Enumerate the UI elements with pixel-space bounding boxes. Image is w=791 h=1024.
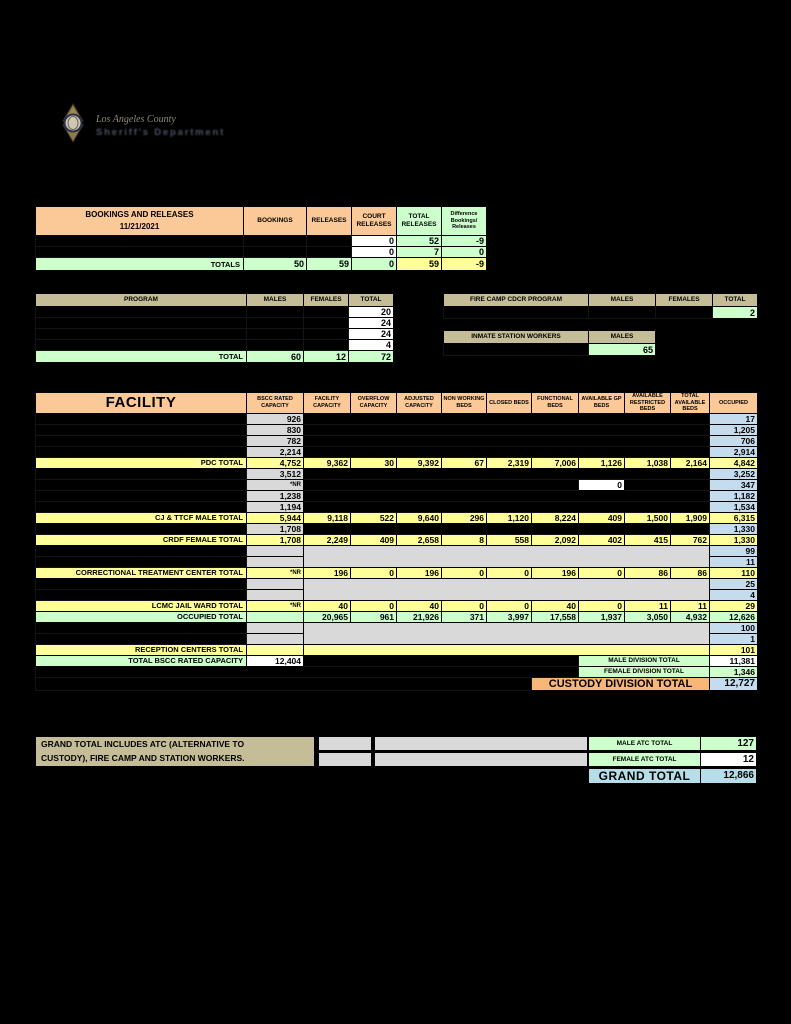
facility-row — [36, 424, 758, 435]
bscc-rated-capacity-cell — [247, 644, 304, 655]
empty-cell — [374, 736, 588, 751]
adjusted-capacity-header: ADJUSTED CAPACITY — [397, 393, 442, 414]
overflow-capacity-cell: 0 — [351, 567, 397, 578]
males-col-header: MALES — [247, 294, 304, 307]
occupied-cell: 25 — [710, 578, 758, 589]
custody-division-total-value: 12,727 — [710, 677, 758, 690]
occupied-cell: 99 — [710, 545, 758, 556]
program-row — [36, 329, 394, 340]
facility-name-cell — [36, 236, 244, 247]
total-total-cell: 72 — [349, 351, 394, 363]
difference-total-cell: -9 — [442, 258, 487, 271]
closed-beds-cell: 2,319 — [487, 457, 532, 468]
bscc-rated-capacity-cell — [247, 545, 304, 556]
facility-row — [36, 435, 758, 446]
facility-capacity-header: FACILITY CAPACITY — [304, 393, 351, 414]
bscc-rated-capacity-cell — [247, 611, 304, 622]
bscc-rated-capacity-cell: 3,512 — [247, 468, 304, 479]
facility-name-cell — [36, 523, 247, 534]
overflow-capacity-cell: 522 — [351, 512, 397, 523]
program-name-cell — [36, 318, 247, 329]
male-division-total-label: MALE DIVISION TOTAL — [579, 655, 710, 666]
empty-cell — [304, 490, 710, 501]
bookings-header-row — [36, 207, 487, 236]
female-division-total-label: FEMALE DIVISION TOTAL — [579, 666, 710, 677]
functional-beds-cell: 2,092 — [532, 534, 579, 545]
program-table — [35, 293, 394, 363]
bookings-col-header: BOOKINGS — [244, 207, 307, 236]
occupied-cell: 4,842 — [710, 457, 758, 468]
bscc-rated-capacity-cell: 830 — [247, 424, 304, 435]
empty-cell — [318, 736, 372, 751]
facility-row — [36, 523, 758, 534]
available-gp-beds-cell: 1,126 — [579, 457, 625, 468]
facility-name-cell — [36, 468, 247, 479]
functional-beds-header: FUNCTIONAL BEDS — [532, 393, 579, 414]
facility-row — [36, 479, 758, 490]
facility-row — [36, 578, 758, 589]
females-cell — [656, 307, 713, 319]
closed-beds-cell: 0 — [487, 600, 532, 611]
adjusted-capacity-cell: 21,926 — [397, 611, 442, 622]
bscc-rated-capacity-cell: 926 — [247, 413, 304, 424]
available-restricted-beds-cell: 1,500 — [625, 512, 671, 523]
station-workers-header-row — [444, 331, 656, 344]
bscc-rated-capacity-cell — [247, 556, 304, 567]
facility-name-cell — [36, 545, 247, 556]
empty-cell — [304, 446, 710, 457]
bookings-data-row — [36, 236, 487, 247]
total-available-beds-cell: 4,932 — [671, 611, 710, 622]
adjusted-capacity-cell: 2,658 — [397, 534, 442, 545]
station-workers-data-row — [444, 344, 656, 356]
total-cell: 24 — [349, 329, 394, 340]
court-releases-total-cell: 0 — [352, 258, 397, 271]
bscc-rated-capacity-cell: *NR — [247, 600, 304, 611]
overflow-capacity-cell: 409 — [351, 534, 397, 545]
custody-division-total-label: CUSTODY DIVISION TOTAL — [532, 677, 710, 690]
empty-cell — [304, 523, 710, 534]
bscc-rated-capacity-cell — [247, 633, 304, 644]
adjusted-capacity-cell: 9,392 — [397, 457, 442, 468]
males-cell — [247, 340, 304, 351]
program-name-cell — [36, 329, 247, 340]
overflow-capacity-cell: 961 — [351, 611, 397, 622]
releases-total-cell: 59 — [307, 258, 352, 271]
males-col-header: MALES — [589, 331, 656, 344]
facility-row — [36, 534, 758, 545]
fire-camp-header: FIRE CAMP CDCR PROGRAM — [444, 294, 589, 307]
empty-cell — [304, 501, 710, 512]
available-restricted-beds-header: AVAILABLE RESTRICTED BEDS — [625, 393, 671, 414]
occupied-cell: 6,315 — [710, 512, 758, 523]
non-working-beds-cell: 371 — [442, 611, 487, 622]
facility-row — [36, 501, 758, 512]
program-header: PROGRAM — [36, 294, 247, 307]
females-cell — [304, 318, 349, 329]
facility-name-cell — [36, 589, 247, 600]
bscc-rated-capacity-cell: *NR — [247, 479, 304, 490]
non-working-beds-cell: 67 — [442, 457, 487, 468]
bscc-rated-capacity-cell — [247, 622, 304, 633]
grand-total-note — [35, 736, 315, 767]
facility-name-cell — [36, 424, 247, 435]
occupied-cell: 1,534 — [710, 501, 758, 512]
agency-name: Los Angeles County — [96, 114, 176, 125]
occupied-cell: 1 — [710, 633, 758, 644]
female-division-total-value: 1,346 — [710, 666, 758, 677]
females-cell — [304, 307, 349, 318]
closed-beds-header: CLOSED BEDS — [487, 393, 532, 414]
bscc-rated-capacity-cell: 782 — [247, 435, 304, 446]
male-atc-total-value: 127 — [700, 736, 757, 751]
facility-header-row — [36, 393, 758, 414]
bookings-total-cell: 50 — [244, 258, 307, 271]
sheriff-star-icon — [52, 102, 94, 150]
facility-capacity-cell: 40 — [304, 600, 351, 611]
empty-cell — [304, 435, 710, 446]
functional-beds-cell: 40 — [532, 600, 579, 611]
males-cell — [247, 307, 304, 318]
non-working-beds-cell: 8 — [442, 534, 487, 545]
occupied-header: OCCUPIED — [710, 393, 758, 414]
bscc-rated-capacity-header: BSCC RATED CAPACITY — [247, 393, 304, 414]
facility-name-cell — [36, 435, 247, 446]
fire-camp-table — [443, 293, 758, 319]
station-workers-name-cell — [444, 344, 589, 356]
bookings-title: BOOKINGS AND RELEASES — [85, 210, 194, 219]
grand-total-label: GRAND TOTAL — [588, 768, 701, 784]
cell — [36, 294, 394, 363]
occupied-cell: 4 — [710, 589, 758, 600]
available-gp-beds-header: AVAILABLE GP BEDS — [579, 393, 625, 414]
empty-cell — [304, 655, 579, 666]
available-gp-beds-cell: 1,937 — [579, 611, 625, 622]
available-restricted-beds-cell: 1,038 — [625, 457, 671, 468]
total-available-beds-cell: 2,164 — [671, 457, 710, 468]
males-cell: 65 — [589, 344, 656, 356]
total-releases-col-header: TOTAL RELEASES — [397, 207, 442, 236]
total-col-header: TOTAL — [713, 294, 758, 307]
facility-row — [36, 413, 758, 424]
male-division-total-value: 11,381 — [710, 655, 758, 666]
cell — [36, 207, 487, 271]
available-restricted-beds-cell: 3,050 — [625, 611, 671, 622]
facility-row — [36, 622, 758, 633]
bscc-rated-capacity-cell — [247, 589, 304, 600]
non-working-beds-header: NON WORKING BEDS — [442, 393, 487, 414]
facility-name-cell — [36, 490, 247, 501]
overflow-capacity-cell: 30 — [351, 457, 397, 468]
occupied-cell: 706 — [710, 435, 758, 446]
program-name-cell — [36, 340, 247, 351]
reception-centers-total-label: RECEPTION CENTERS TOTAL — [36, 644, 247, 655]
bscc-rated-capacity-cell: 1,238 — [247, 490, 304, 501]
non-working-beds-cell: 0 — [442, 567, 487, 578]
occupied-cell: 1,330 — [710, 534, 758, 545]
bookings-data-row — [36, 247, 487, 258]
facility-name-cell — [36, 556, 247, 567]
court-releases-col-header: COURT RELEASES — [352, 207, 397, 236]
available-gp-beds-cell: 409 — [579, 512, 625, 523]
releases-col-header: RELEASES — [307, 207, 352, 236]
closed-beds-cell: 3,997 — [487, 611, 532, 622]
cell — [444, 331, 656, 356]
males-cell — [247, 329, 304, 340]
total-available-beds-cell: 762 — [671, 534, 710, 545]
bscc-rated-capacity-cell — [247, 578, 304, 589]
bookings-totals-row — [36, 258, 487, 271]
functional-beds-cell: 17,558 — [532, 611, 579, 622]
court-releases-cell: 0 — [352, 247, 397, 258]
difference-cell: 0 — [442, 247, 487, 258]
fire-camp-name-cell — [444, 307, 589, 319]
empty-cell — [36, 677, 532, 690]
female-atc-total-value: 12 — [700, 752, 757, 767]
facility-row — [36, 512, 758, 523]
facility-table-body — [36, 413, 758, 690]
court-releases-cell: 0 — [352, 236, 397, 247]
occupied-cell: 347 — [710, 479, 758, 490]
available-gp-beds-cell: 402 — [579, 534, 625, 545]
males-cell — [589, 307, 656, 319]
total-releases-cell: 52 — [397, 236, 442, 247]
bookings-date: 11/21/2021 — [119, 222, 160, 231]
facility-table-head — [36, 393, 758, 414]
total-row-label: CORRECTIONAL TREATMENT CENTER TOTAL — [36, 567, 247, 578]
program-totals-row — [36, 351, 394, 363]
facility-row — [36, 490, 758, 501]
facility-capacity-cell: 2,249 — [304, 534, 351, 545]
occupied-cell: 11 — [710, 556, 758, 567]
bookings-cell — [244, 247, 307, 258]
note-line-1: GRAND TOTAL INCLUDES ATC (ALTERNATIVE TO — [41, 739, 245, 749]
station-workers-table — [443, 330, 656, 356]
female-atc-total-label: FEMALE ATC TOTAL — [588, 752, 701, 767]
occupied-cell: 101 — [710, 644, 758, 655]
bscc-rated-capacity-cell: 1,708 — [247, 534, 304, 545]
total-releases-total-cell: 59 — [397, 258, 442, 271]
facility-name-cell — [36, 633, 247, 644]
bookings-title-cell — [36, 207, 244, 236]
bscc-rated-capacity-cell: 2,214 — [247, 446, 304, 457]
available-gp-beds-cell: 0 — [579, 479, 625, 490]
facility-name-cell — [36, 413, 247, 424]
total-releases-cell: 7 — [397, 247, 442, 258]
empty-cell — [625, 479, 710, 490]
occupied-cell: 12,626 — [710, 611, 758, 622]
total-cell: 20 — [349, 307, 394, 318]
program-row — [36, 318, 394, 329]
releases-cell — [307, 236, 352, 247]
adjusted-capacity-cell: 196 — [397, 567, 442, 578]
bookings-cell — [244, 236, 307, 247]
functional-beds-cell: 7,006 — [532, 457, 579, 468]
facility-row — [36, 644, 758, 655]
program-row — [36, 340, 394, 351]
fire-camp-header-row — [444, 294, 758, 307]
closed-beds-cell: 0 — [487, 567, 532, 578]
adjusted-capacity-cell: 40 — [397, 600, 442, 611]
occupied-cell: 1,182 — [710, 490, 758, 501]
atc-summary-section — [35, 736, 757, 784]
totals-label: TOTALS — [36, 258, 244, 271]
total-bscc-rated-capacity-label: TOTAL BSCC RATED CAPACITY — [36, 655, 247, 666]
occupied-cell: 29 — [710, 600, 758, 611]
facility-row — [36, 457, 758, 468]
program-total-label: TOTAL — [36, 351, 247, 363]
facility-row — [36, 666, 758, 677]
males-total-cell: 60 — [247, 351, 304, 363]
males-cell — [247, 318, 304, 329]
merged-empty-cell — [304, 578, 710, 600]
facility-name-cell — [36, 578, 247, 589]
facility-row — [36, 545, 758, 556]
facility-table — [35, 392, 758, 691]
empty-cell — [36, 666, 579, 677]
available-restricted-beds-cell: 86 — [625, 567, 671, 578]
total-available-beds-cell: 1,909 — [671, 512, 710, 523]
difference-col-header: Difference Bookings/ Releases — [442, 207, 487, 236]
total-available-beds-header: TOTAL AVAILABLE BEDS — [671, 393, 710, 414]
station-workers-header: INMATE STATION WORKERS — [444, 331, 589, 344]
facility-name-cell — [36, 446, 247, 457]
total-cell: 2 — [713, 307, 758, 319]
total-row-label: CRDF FEMALE TOTAL — [36, 534, 247, 545]
functional-beds-cell: 196 — [532, 567, 579, 578]
merged-empty-cell — [304, 622, 710, 644]
males-col-header: MALES — [589, 294, 656, 307]
bscc-rated-capacity-cell: 1,708 — [247, 523, 304, 534]
fire-camp-data-row — [444, 307, 758, 319]
merged-empty-cell — [304, 644, 710, 655]
available-gp-beds-cell: 0 — [579, 600, 625, 611]
total-cell: 24 — [349, 318, 394, 329]
facility-capacity-cell: 196 — [304, 567, 351, 578]
program-name-cell — [36, 307, 247, 318]
note-line-2: CUSTODY), FIRE CAMP AND STATION WORKERS. — [41, 753, 245, 763]
adjusted-capacity-cell: 9,640 — [397, 512, 442, 523]
grand-total-value: 12,866 — [700, 768, 757, 784]
facility-capacity-cell: 9,118 — [304, 512, 351, 523]
available-restricted-beds-cell: 11 — [625, 600, 671, 611]
empty-cell — [304, 424, 710, 435]
occupied-cell: 2,914 — [710, 446, 758, 457]
occupied-cell: 17 — [710, 413, 758, 424]
facility-row — [36, 468, 758, 479]
facility-row — [36, 567, 758, 578]
male-atc-total-label: MALE ATC TOTAL — [588, 736, 701, 751]
bookings-table — [35, 206, 487, 271]
facility-row — [36, 655, 758, 666]
empty-cell — [304, 479, 579, 490]
bscc-rated-capacity-cell: 4,752 — [247, 457, 304, 468]
agency-subtitle: Sheriff's Department — [96, 127, 226, 138]
empty-cell — [304, 413, 710, 424]
facility-title: FACILITY — [36, 393, 247, 414]
empty-cell — [304, 468, 710, 479]
facility-row — [36, 677, 758, 690]
empty-cell — [374, 752, 588, 767]
facility-row — [36, 600, 758, 611]
difference-cell: -9 — [442, 236, 487, 247]
total-row-label: PDC TOTAL — [36, 457, 247, 468]
available-restricted-beds-cell: 415 — [625, 534, 671, 545]
facility-row — [36, 611, 758, 622]
bscc-rated-capacity-cell: 1,194 — [247, 501, 304, 512]
facility-name-cell — [36, 622, 247, 633]
total-row-label: CJ & TTCF MALE TOTAL — [36, 512, 247, 523]
facility-name-cell — [36, 247, 244, 258]
non-working-beds-cell: 296 — [442, 512, 487, 523]
facility-capacity-cell: 20,965 — [304, 611, 351, 622]
cell — [444, 294, 758, 319]
occupied-cell: 3,252 — [710, 468, 758, 479]
total-row-label: LCMC JAIL WARD TOTAL — [36, 600, 247, 611]
females-col-header: FEMALES — [656, 294, 713, 307]
occupied-cell: 1,330 — [710, 523, 758, 534]
bscc-rated-capacity-cell: 5,944 — [247, 512, 304, 523]
functional-beds-cell: 8,224 — [532, 512, 579, 523]
occupied-cell: 1,205 — [710, 424, 758, 435]
occupied-cell: 110 — [710, 567, 758, 578]
females-col-header: FEMALES — [304, 294, 349, 307]
females-cell — [304, 329, 349, 340]
agency-logo — [52, 102, 312, 160]
program-header-row — [36, 294, 394, 307]
program-row — [36, 307, 394, 318]
females-total-cell: 12 — [304, 351, 349, 363]
total-available-beds-cell: 11 — [671, 600, 710, 611]
merged-empty-cell — [304, 545, 710, 567]
total-col-header: TOTAL — [349, 294, 394, 307]
closed-beds-cell: 1,120 — [487, 512, 532, 523]
bscc-rated-capacity-cell: *NR — [247, 567, 304, 578]
overflow-capacity-cell: 0 — [351, 600, 397, 611]
non-working-beds-cell: 0 — [442, 600, 487, 611]
facility-name-cell — [36, 501, 247, 512]
occupied-cell: 100 — [710, 622, 758, 633]
releases-cell — [307, 247, 352, 258]
facility-row — [36, 446, 758, 457]
empty-cell — [318, 752, 372, 767]
total-cell: 4 — [349, 340, 394, 351]
facility-capacity-cell: 9,362 — [304, 457, 351, 468]
available-gp-beds-cell: 0 — [579, 567, 625, 578]
total-bscc-rated-capacity-value: 12,404 — [247, 655, 304, 666]
overflow-capacity-header: OVERFLOW CAPACITY — [351, 393, 397, 414]
females-cell — [304, 340, 349, 351]
facility-name-cell — [36, 479, 247, 490]
closed-beds-cell: 558 — [487, 534, 532, 545]
total-available-beds-cell: 86 — [671, 567, 710, 578]
occupied-total-label: OCCUPIED TOTAL — [36, 611, 247, 622]
